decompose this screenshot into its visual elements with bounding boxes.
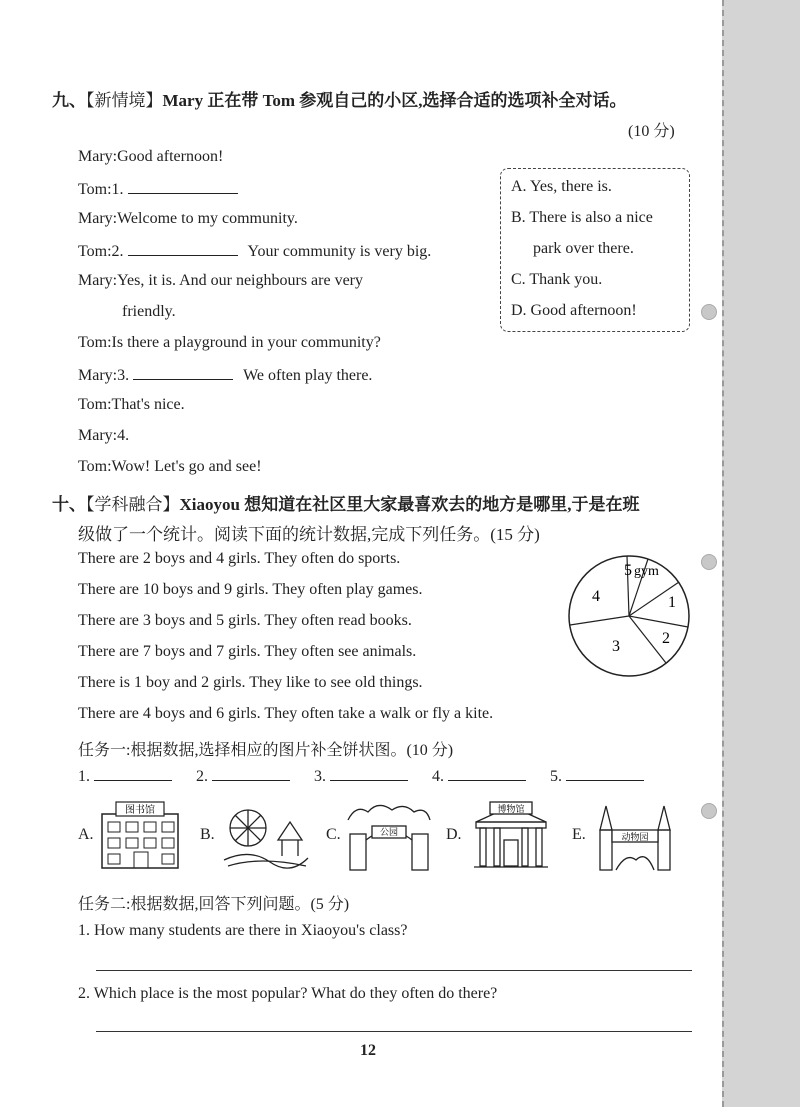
answer-blank[interactable] [330,766,408,781]
blank-number: 5. [550,768,562,785]
dialog-line [78,365,372,385]
dialog-text: Tom:1. [78,181,124,198]
q9-tag: 【新情境】 [86,91,163,110]
q10-header [52,490,639,515]
pie-label: 1 [668,594,676,611]
task1-blanks [78,766,644,786]
library-icon [98,800,182,870]
dialog-line: Mary:Yes, it is. And our neighbours are very [78,272,364,289]
pie-label: 3 [612,638,620,655]
dialog-line: Tom:That's nice. [78,396,185,413]
dialog-line: Tom:Wow! Let's go and see! [78,458,262,475]
q9-number: 九、 [52,91,86,110]
stat-line: There is 1 boy and 2 girls. They like to see old things. [78,674,423,691]
dialog-line [78,179,238,199]
q9-header [52,86,627,111]
q9-score: (10 分) [628,123,675,140]
picture-label: B. [200,826,215,843]
margin-dot [701,554,717,570]
dialog-line: Tom:Is there a playground in your community? [78,334,381,351]
option-c: C. Thank you. [511,271,603,288]
dialog-text: Tom:2. [78,243,124,260]
answer-line[interactable] [96,970,692,971]
picture-label: E. [572,826,586,843]
answer-blank[interactable] [94,766,172,781]
blank-number: 1. [78,768,90,785]
margin-sidebar [722,0,800,1107]
museum-sign: 博物馆 [497,805,525,815]
zoo-sign: 动物园 [621,833,649,843]
stat-line: There are 2 boys and 4 girls. They often do sports. [78,550,401,567]
picture-label: C. [326,826,341,843]
task2-title: 任务二:根据数据,回答下列问题。(5 分) [78,896,350,913]
blank-number: 4. [432,768,444,785]
blank-number: 3. [314,768,326,785]
zoo-icon [592,800,678,872]
page-number: 12 [360,1042,376,1059]
dialog-line: Mary:Welcome to my community. [78,210,298,227]
answer-blank[interactable] [133,365,233,380]
pie-chart [566,553,692,679]
q9-title: Mary 正在带 Tom 参观自己的小区,选择合适的选项补全对话。 [162,91,627,110]
q10-tag: 【学科融合】 [86,495,180,514]
pie-label: 5 [624,562,632,579]
pie-label: 4 [592,588,600,605]
answer-blank[interactable] [566,766,644,781]
pie-label: 2 [662,630,670,647]
dialog-line: Mary:Good afternoon! [78,148,224,165]
picture-label: A. [78,826,94,843]
playground-icon [220,800,310,870]
option-b: B. There is also a nice [511,209,653,226]
task1-title: 任务一:根据数据,选择相应的图片补全饼状图。(10 分) [78,742,454,759]
park-sign: 公园 [379,828,399,838]
margin-dot [701,304,717,320]
dialog-line [78,241,431,261]
dialog-line: friendly. [122,303,176,320]
answer-blank[interactable] [128,179,238,194]
task2-question-2: 2. Which place is the most popular? What do they often do there? [78,985,498,1002]
dialog-line: Mary:4. [78,427,130,444]
dialog-text: Mary:3. [78,367,130,384]
answer-line[interactable] [96,1031,692,1032]
q10-number: 十、 [52,495,86,514]
pie-label: gym [634,564,659,579]
picture-label: D. [446,826,462,843]
stat-line: There are 7 boys and 7 girls. They often see animals. [78,643,417,660]
options-box [500,168,690,332]
answer-blank[interactable] [448,766,526,781]
q10-title: Xiaoyou 想知道在社区里大家最喜欢去的地方是哪里,于是在班 [179,495,640,514]
dialog-text: We often play there. [243,367,373,384]
stat-line: There are 10 boys and 9 girls. They often play games. [78,581,423,598]
library-sign: 图书馆 [125,805,155,816]
answer-blank[interactable] [212,766,290,781]
option-a: A. Yes, there is. [511,178,612,195]
answer-blank[interactable] [128,241,238,256]
stat-line: There are 4 boys and 6 girls. They often take a walk or fly a kite. [78,705,494,722]
blank-number: 2. [196,768,208,785]
task2-question-1: 1. How many students are there in Xiaoyou's class? [78,922,408,939]
option-b-cont: park over there. [533,240,634,257]
park-icon [346,800,432,872]
dialog-text: Your community is very big. [247,243,432,260]
museum-icon [470,800,552,870]
q10-header-cont: 级做了一个统计。阅读下面的统计数据,完成下列任务。(15 分) [78,525,540,544]
stat-line: There are 3 boys and 5 girls. They often read books. [78,612,412,629]
option-d: D. Good afternoon! [511,302,637,319]
margin-dot [701,803,717,819]
